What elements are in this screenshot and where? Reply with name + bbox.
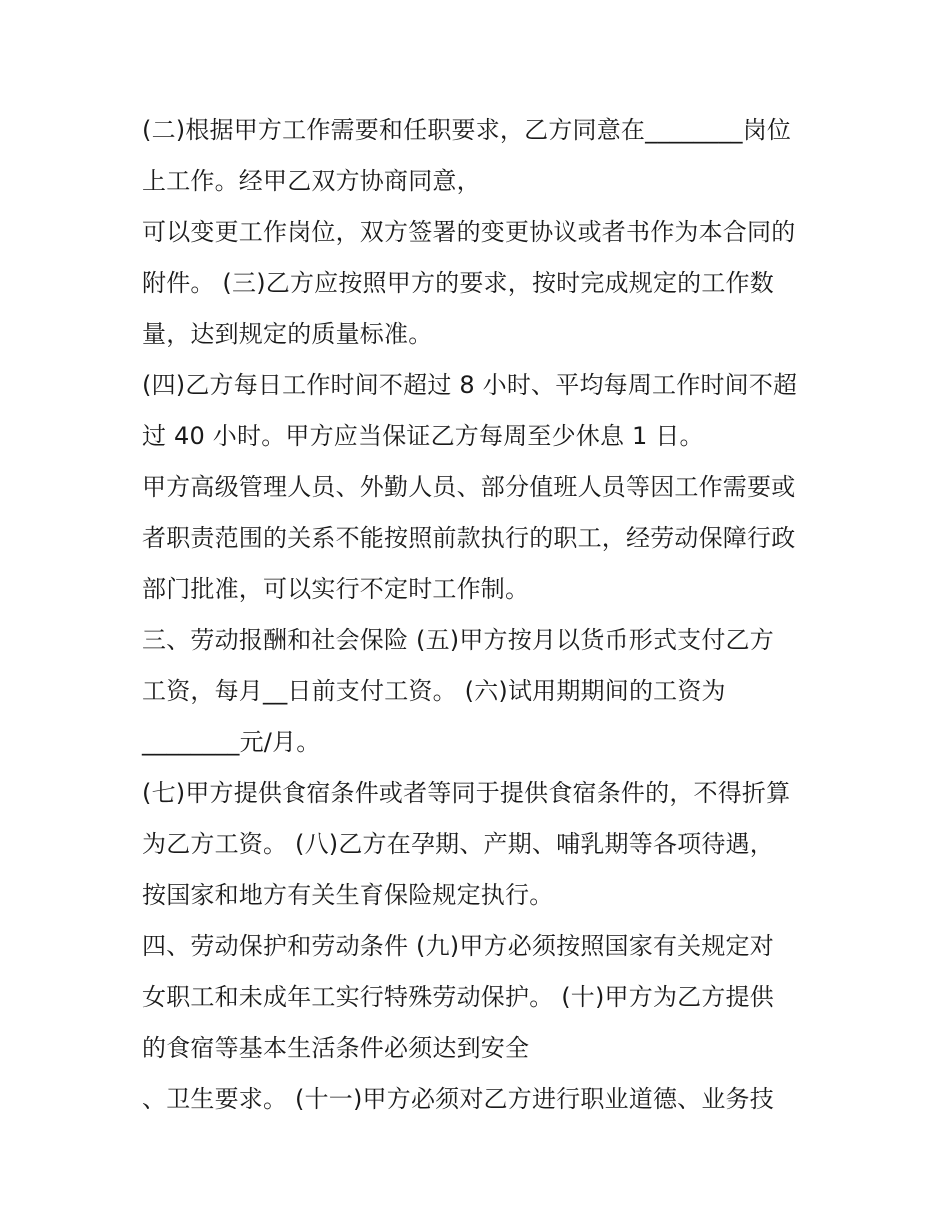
text-line: 量，达到规定的质量标准。 — [142, 320, 433, 348]
text-line: 女职工和未成年工实行特殊劳动保护。 (十)甲方为乙方提供 — [142, 983, 774, 1011]
text-line: 部门批准，可以实行不定时工作制。 — [142, 575, 530, 603]
text-line: 工资，每月__日前支付工资。 (六)试用期期间的工资为 — [142, 677, 726, 705]
text-line: 甲方高级管理人员、外勤人员、部分值班人员等因工作需要或 — [142, 473, 796, 501]
text-line: 三、劳动报酬和社会保险 (五)甲方按月以货币形式支付乙方 — [142, 626, 774, 654]
text-line: 可以变更工作岗位，双方签署的变更协议或者书作为本合同的 — [142, 218, 796, 246]
text-line: 为乙方工资。 (八)乙方在孕期、产期、哺乳期等各项待遇， — [142, 830, 774, 858]
text-line: 过 40 小时。甲方应当保证乙方每周至少休息 1 日。 — [142, 422, 704, 450]
text-line: 附件。 (三)乙方应按照甲方的要求，按时完成规定的工作数 — [142, 269, 774, 297]
text-line: (四)乙方每日工作时间不超过 8 小时、平均每周工作时间不超 — [142, 371, 798, 399]
text-line: 者职责范围的关系不能按照前款执行的职工，经劳动保障行政 — [142, 524, 796, 552]
text-line: 、卫生要求。 (十一)甲方必须对乙方进行职业道德、业务技 — [142, 1085, 774, 1113]
text-line: (七)甲方提供食宿条件或者等同于提供食宿条件的，不得折算 — [142, 779, 791, 807]
text-line: 的食宿等基本生活条件必须达到安全 — [142, 1034, 530, 1062]
text-line: 四、劳动保护和劳动条件 (九)甲方必须按照国家有关规定对 — [142, 932, 774, 960]
text-line: 按国家和地方有关生育保险规定执行。 — [142, 881, 554, 909]
text-line: ________元/月。 — [142, 728, 321, 756]
text-line: 上工作。经甲乙双方协商同意， — [142, 167, 481, 195]
document-body — [142, 105, 822, 1125]
text-line: (二)根据甲方工作需要和任职要求，乙方同意在________岗位 — [142, 116, 792, 144]
